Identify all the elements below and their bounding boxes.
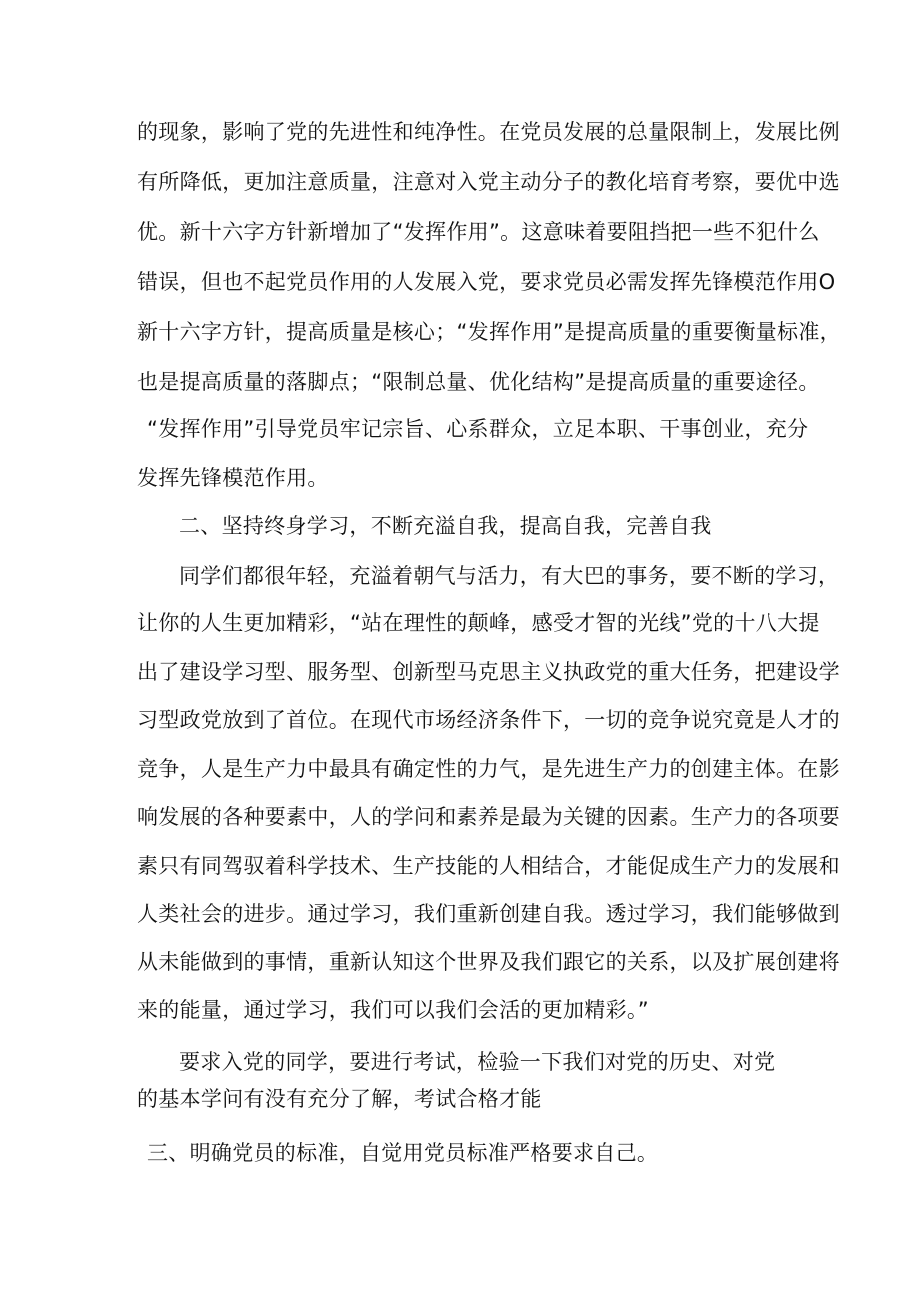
text-line-21: 的基本学问有没有充分了解，考试合格才能	[137, 1087, 542, 1111]
text-line-11: 让你的人生更加精彩，“站在理性的颠峰，感受才智的光线”党的十八大提	[137, 611, 820, 635]
text-line-4: 错误，但也不起党员作用的人发展入党，要求党员必需发挥先锋模范作用O	[137, 270, 836, 294]
text-line-13: 习型政党放到了首位。在现代市场经济条件下，一切的竞争说究竟是人才的	[137, 708, 840, 732]
text-line-10: 同学们都很年轻，充溢着朝气与活力，有大巴的事务，要不断的学习，	[179, 564, 840, 588]
section-heading-2: 二、坚持终身学习，不断充溢自我，提高自我，完善自我	[179, 514, 712, 538]
section-heading-3: 三、明确党员的标准，自觉用党员标准严格要求自己。	[147, 1141, 659, 1165]
text-line-14: 竞争，人是生产力中最具有确定性的力气，是先进生产力的创建主体。在影	[137, 757, 840, 781]
text-line-6: 也是提高质量的落脚点；“限制总量、优化结构”是提高质量的重要途径。	[137, 370, 820, 394]
text-line-8: 发挥先锋模范作用。	[137, 466, 329, 490]
text-line-1: 的现象，影响了党的先进性和纯净性。在党员发展的总量限制上，发展比例	[137, 120, 840, 144]
text-line-20: 要求入党的同学，要进行考试，检验一下我们对党的历史、对党	[179, 1050, 776, 1074]
text-line-17: 人类社会的进步。通过学习，我们重新创建自我。透过学习，我们能够做到	[137, 902, 840, 926]
text-line-16: 素只有同驾驭着科学技术、生产技能的人相结合，才能促成生产力的发展和	[137, 854, 840, 878]
text-line-12: 出了建设学习型、服务型、创新型马克思主义执政党的重大任务，把建设学	[137, 660, 840, 684]
text-line-19: 来的能量，通过学习，我们可以我们会活的更加精彩。”	[137, 998, 649, 1022]
text-line-18: 从未能做到的事情，重新认知这个世界及我们跟它的关系，以及扩展创建将	[137, 950, 840, 974]
text-line-2: 有所降低，更加注意质量，注意对入党主动分子的教化培育考察，要优中选	[137, 170, 840, 194]
text-line-7: “发挥作用”引导党员牢记宗旨、心系群众，立足本职、干事创业，充分	[147, 417, 809, 441]
text-line-3: 优。新十六字方针新增加了“发挥作用”。这意味着要阻挡把一些不犯什么	[137, 220, 820, 244]
text-line-15: 响发展的各种要素中，人的学问和素养是最为关键的因素。生产力的各项要	[137, 805, 840, 829]
text-line-5: 新十六字方针，提高质量是核心；“发挥作用”是提高质量的重要衡量标准，	[137, 320, 841, 344]
